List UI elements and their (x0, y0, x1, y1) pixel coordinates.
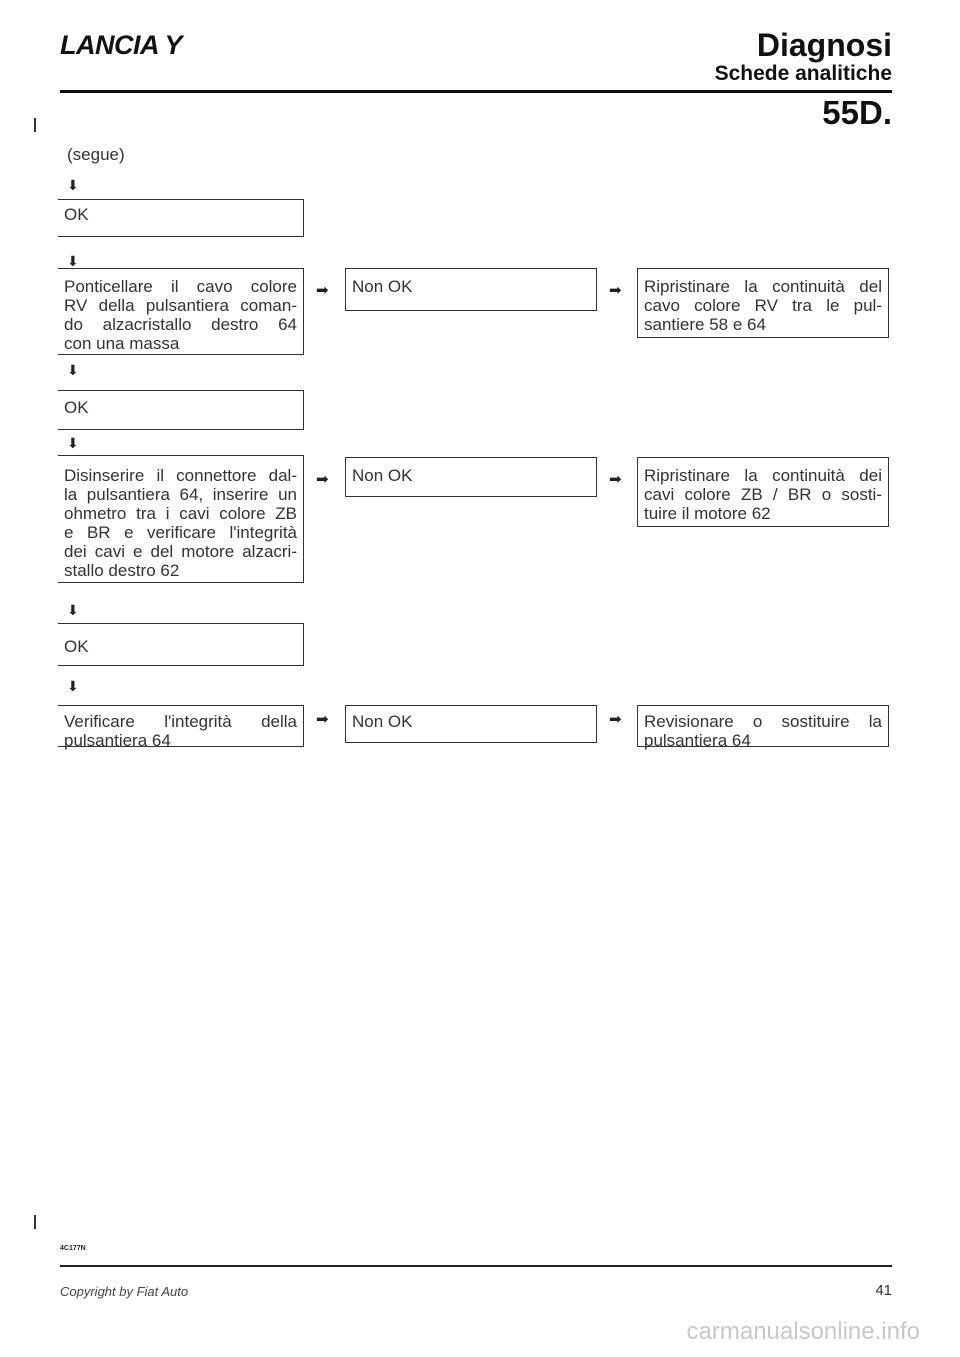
section-code: 55D. (822, 94, 892, 131)
page-title: Diagnosi (756, 27, 892, 63)
segue-label: (segue) (67, 145, 125, 164)
right-arrow-icon: ➡ (316, 711, 329, 728)
check-line: la pulsantiera 64, inserire un (64, 485, 297, 504)
check-line: Disinserire il connettore dal- (64, 466, 297, 485)
action-box-2 (637, 457, 889, 527)
check-line: stallo destro 62 (64, 561, 180, 580)
right-arrow-icon: ➡ (609, 282, 622, 299)
result-box-3 (345, 705, 597, 743)
check-line: do alzacristallo destro 64 (64, 315, 297, 334)
ok-label: OK (64, 205, 89, 224)
down-arrow-icon: ⬇ (67, 177, 79, 193)
check-box-2 (58, 455, 304, 583)
down-arrow-icon: ⬇ (67, 253, 79, 269)
action-line: tuire il motore 62 (644, 504, 771, 523)
action-line: pulsantiera 64 (644, 731, 751, 750)
page-number: 41 (875, 1282, 892, 1299)
action-line: cavi colore ZB / BR o sosti- (644, 485, 882, 504)
margin-tick (34, 118, 36, 132)
action-line: Ripristinare la continuità dei (644, 466, 882, 485)
check-line: Ponticellare il cavo colore (64, 277, 297, 296)
action-line: Revisionare o sostituire la (644, 712, 882, 731)
ok-label: OK (64, 637, 89, 656)
ok-box (58, 390, 304, 430)
check-line: ohmetro tra i cavi colore ZB (64, 504, 297, 523)
page-subtitle: Schede analitiche (714, 62, 892, 85)
down-arrow-icon: ⬇ (67, 362, 79, 378)
check-line: e BR e verificare l'integrità (64, 523, 297, 542)
action-box-3 (637, 705, 889, 750)
result-box-1 (345, 268, 597, 311)
down-arrow-icon: ⬇ (67, 435, 79, 451)
copyright-text: Copyright by Fiat Auto (60, 1284, 189, 1299)
right-arrow-icon: ➡ (316, 471, 329, 488)
result-label: Non OK (352, 466, 413, 485)
ok-box (58, 199, 304, 237)
right-arrow-icon: ➡ (609, 471, 622, 488)
action-line: cavo colore RV tra le pul- (644, 296, 882, 315)
action-line: Ripristinare la continuità del (644, 277, 882, 296)
down-arrow-icon: ⬇ (67, 602, 79, 618)
down-arrow-icon: ⬇ (67, 678, 79, 694)
action-box-1 (637, 268, 889, 338)
doc-number: 4C177N (60, 1245, 86, 1252)
ok-label: OK (64, 398, 89, 417)
right-arrow-icon: ➡ (609, 711, 622, 728)
check-line: con una massa (64, 334, 180, 353)
result-label: Non OK (352, 712, 413, 731)
check-line: Verificare l'integrità della (64, 712, 297, 731)
footer-rule (60, 1265, 892, 1267)
result-label: Non OK (352, 277, 413, 296)
ok-box (58, 623, 304, 666)
check-box-3 (58, 705, 304, 750)
check-line: dei cavi e del motore alzacri- (64, 542, 297, 561)
result-box-2 (345, 457, 597, 497)
brand-title: LANCIA Y (60, 30, 183, 60)
check-line: RV della pulsantiera coman- (64, 296, 297, 315)
watermark-text: carmanualsonline.info (686, 1318, 920, 1345)
right-arrow-icon: ➡ (316, 282, 329, 299)
check-line: pulsantiera 64 (64, 731, 171, 750)
action-line: santiere 58 e 64 (644, 315, 766, 334)
header-rule (60, 90, 892, 93)
margin-tick (34, 1215, 36, 1229)
check-box-1 (58, 268, 304, 355)
